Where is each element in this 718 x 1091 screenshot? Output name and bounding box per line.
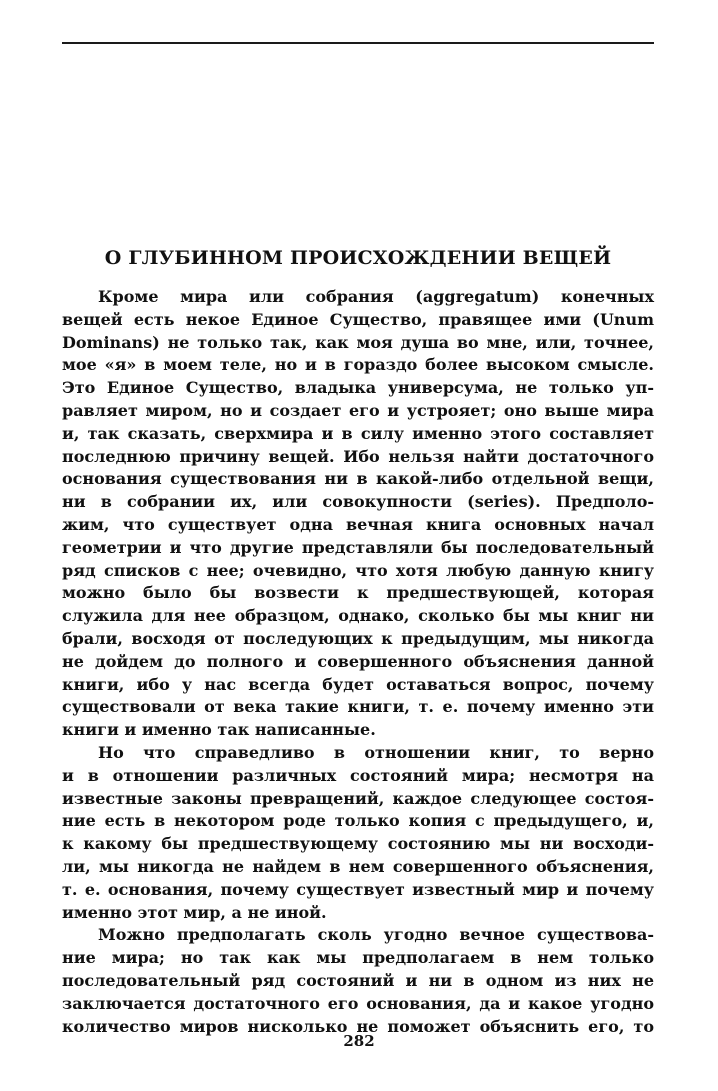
text-line: Но что справедливо в отношении книг, то верно [98,742,654,762]
text-line: ни в собрании их, или совокупности (series). Предполо- [62,492,654,512]
text-line: геометрии и что другие представляли бы последовательный [62,537,654,557]
paragraph [62,924,654,1038]
paragraph [62,286,654,742]
text-line: последовательный ряд состояний и ни в одном из них не [62,970,654,990]
text-line: заключается достаточного его основания, да и какое угодно [62,993,654,1013]
text-line: основания существования ни в какой-либо отдельной вещи, [62,469,654,489]
text-line: именно этот мир, а не иной. [62,902,327,922]
text-line: ние мира; но так как мы предполагаем в нем только [62,948,654,968]
paragraph [62,742,654,924]
text-line: не дойдем до полного и совершенного объяснения данной [62,651,654,671]
text-line: можно было бы возвести к предшествующей, которая [62,583,654,603]
text-line: т. е. основания, почему существует известный мир и почему [62,879,654,899]
text-line: жим, что существует одна вечная книга основных начал [62,514,654,534]
text-line: последнюю причину вещей. Ибо нельзя найти достаточного [62,446,654,466]
text-line: ли, мы никогда не найдем в нем совершенного объяснения, [62,856,654,876]
text-line: и, так сказать, сверхмира и в силу именно этого составляет [62,423,654,443]
text-line: Это Единое Существо, владыка универсума, не только уп- [62,378,654,398]
text-line: и в отношении различных состояний мира; несмотря на [62,765,654,785]
text-line: к какому бы предшествующему состоянию мы ни восходи- [62,834,654,854]
text-line: Dominans) не только так, как моя душа во мне, или, точнее, [62,332,654,352]
text-line: существовали от века такие книги, т. е. почему именно эти [62,697,654,717]
text-line: равляет миром, но и создает его и устрояет; оно выше мира [62,400,654,420]
text-line: книги и именно так написанные. [62,720,376,740]
text-line: мое «я» в моем теле, но и в гораздо более высоком смысле. [62,355,654,375]
text-line: брали, восходя от последующих к предыдущим, мы никогда [62,628,654,648]
page-number: 282 [343,1032,375,1050]
text-line: книги, ибо у нас всегда будет оставаться вопрос, почему [62,674,654,694]
text-line: ряд списков с нее; очевидно, что хотя любую данную книгу [62,560,654,580]
text-line: служила для нее образцом, однако, сколько бы мы книг ни [62,606,654,626]
body-text [62,286,654,1038]
text-line: известные законы превращений, каждое следующее состоя- [62,788,654,808]
text-line: Кроме мира или собрания (aggregatum) конечных [98,287,654,306]
text-line: ние есть в некотором роде только копия с предыдущего, и, [62,811,654,831]
text-line: Можно предполагать сколь угодно вечное существова- [98,925,654,945]
top-rule [62,42,654,44]
text-line: вещей есть некое Единое Существо, правящее ими (Unum [62,309,654,329]
chapter-title: О ГЛУБИННОМ ПРОИСХОЖДЕНИИ ВЕЩЕЙ [104,246,612,269]
text-line: количество миров нисколько не поможет объяснить его, то [62,1016,654,1036]
